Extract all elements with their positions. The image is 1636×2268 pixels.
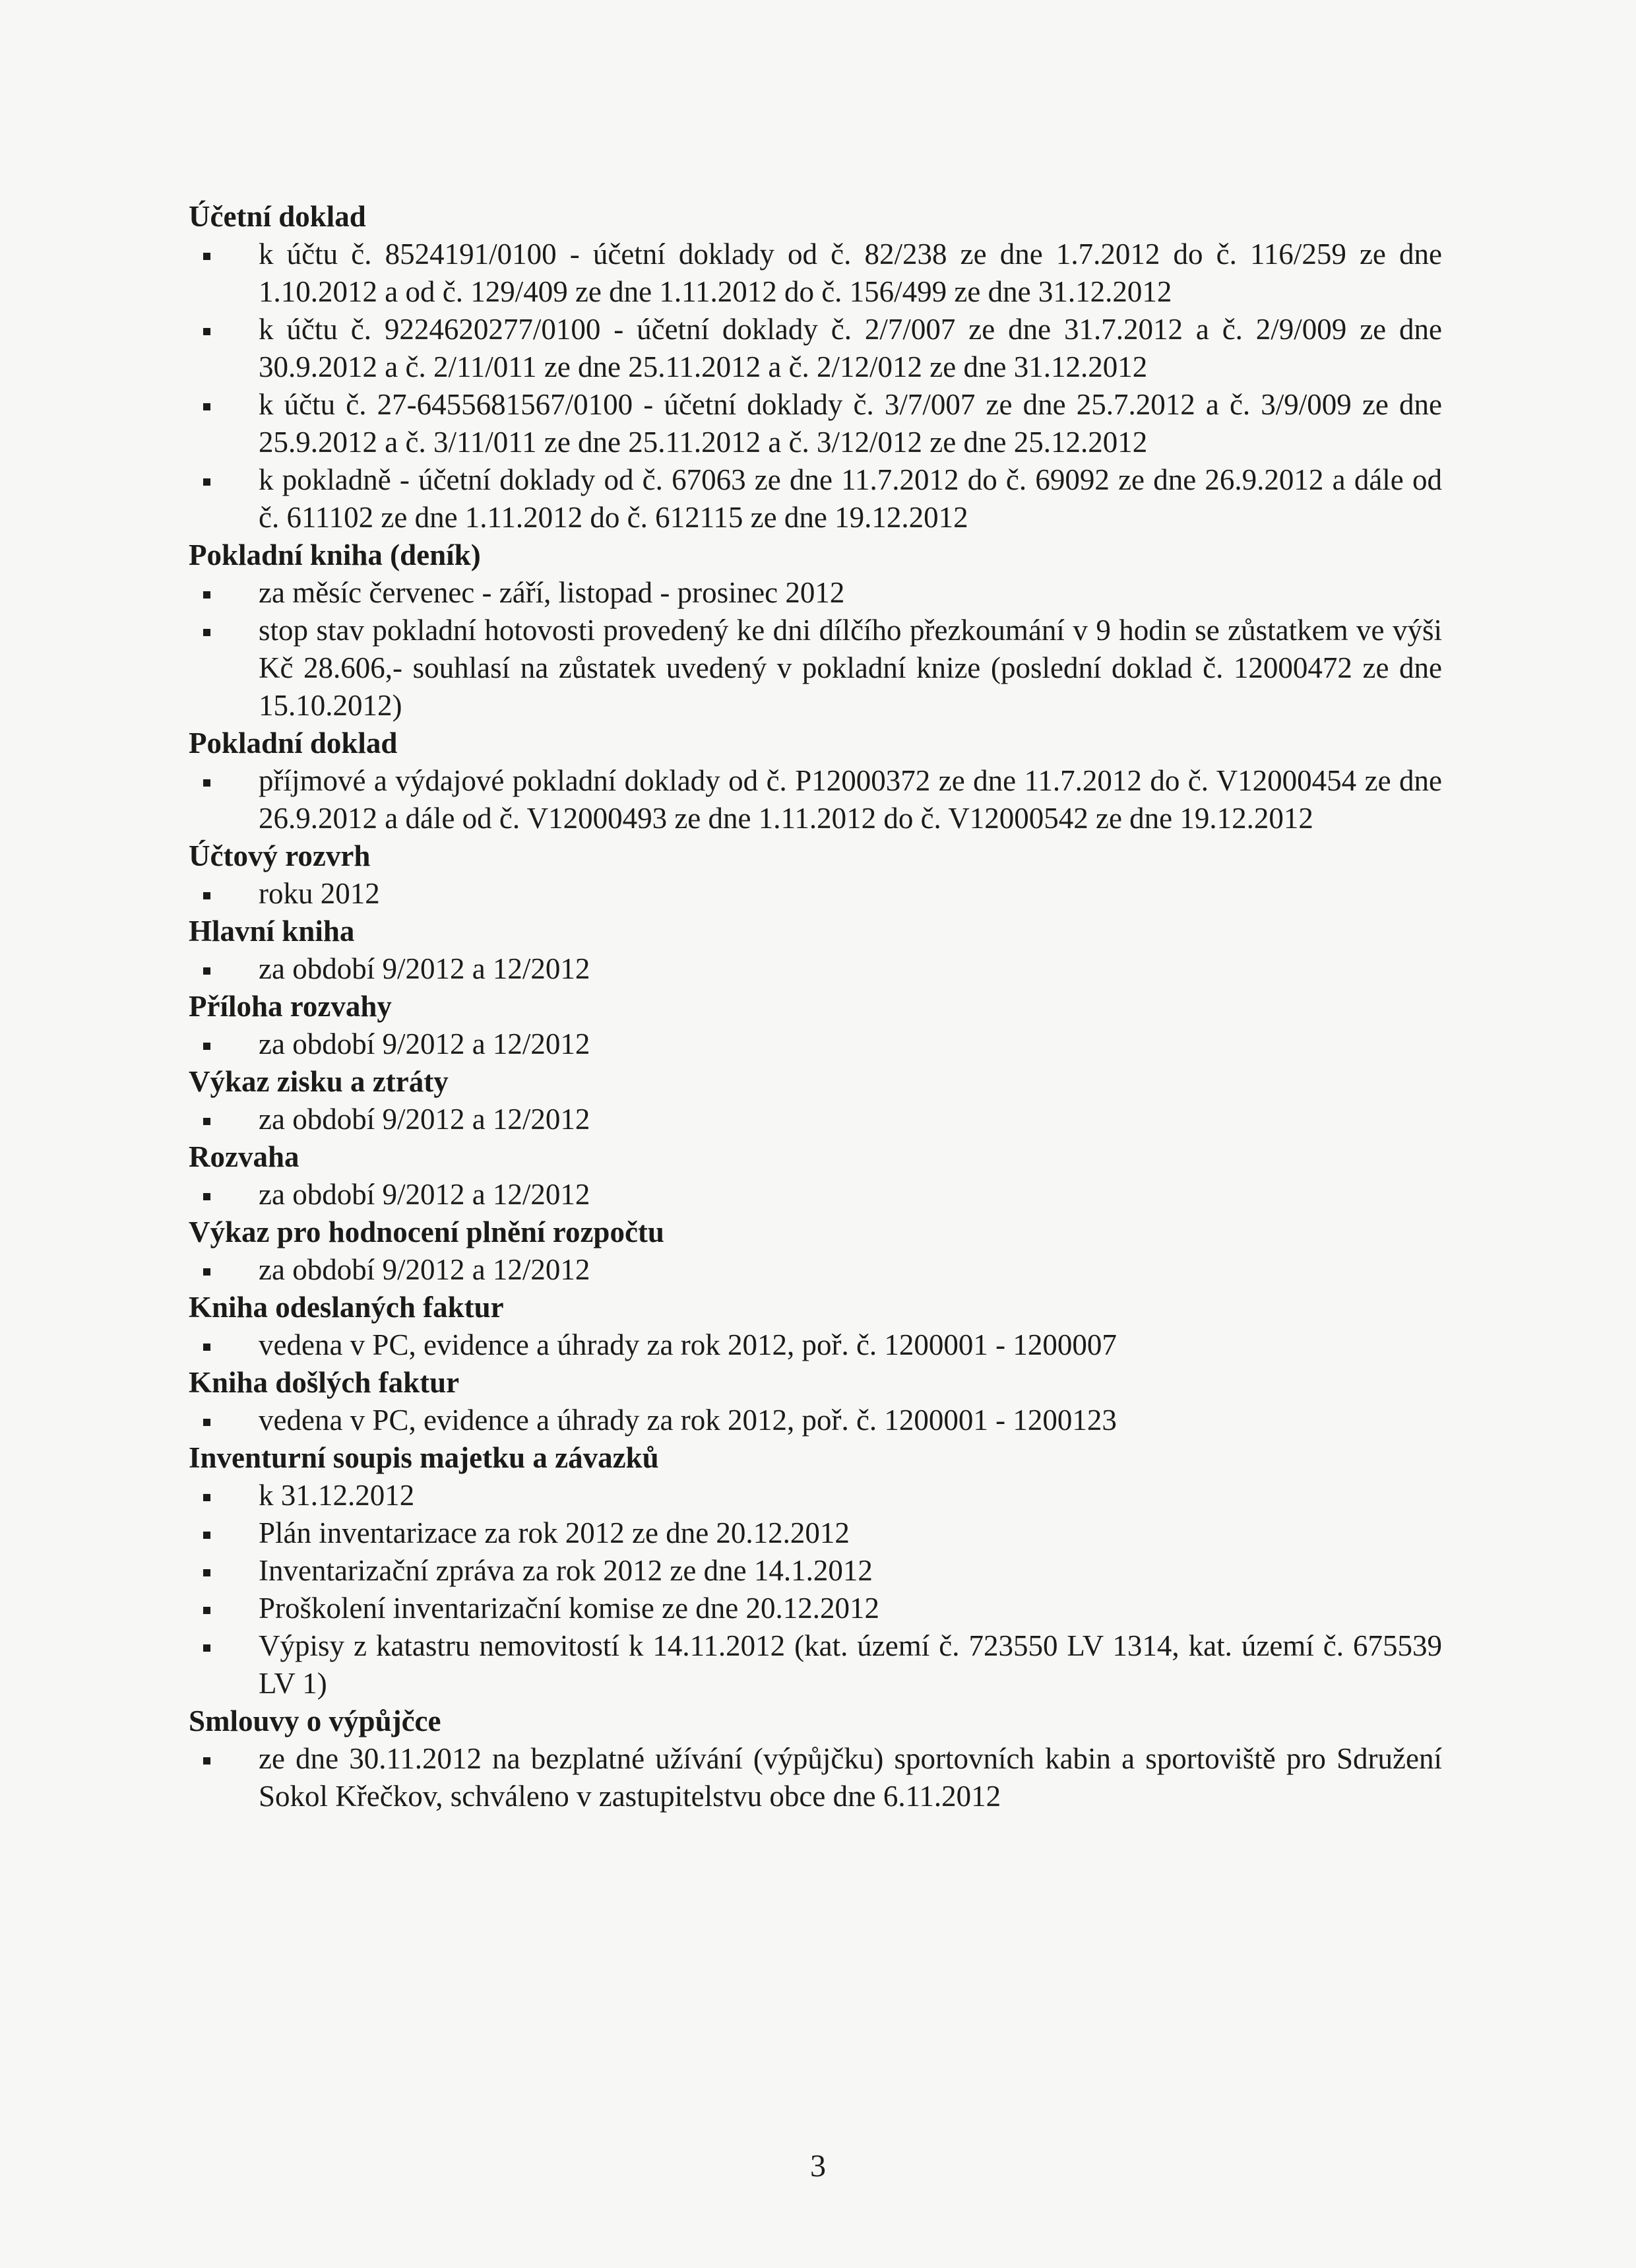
list-item: Inventarizační zpráva za rok 2012 ze dne 14.1.2012	[189, 1552, 1442, 1590]
list-item: Proškolení inventarizační komise ze dne 20.12.2012	[189, 1590, 1442, 1627]
bullet-list	[189, 1176, 1442, 1214]
section-hlavni-kniha	[189, 913, 1442, 988]
section-pokladni-kniha	[189, 536, 1442, 725]
section-heading: Příloha rozvahy	[189, 990, 392, 1023]
list-item: roku 2012	[189, 875, 1442, 913]
section-heading: Kniha došlých faktur	[189, 1366, 460, 1399]
list-item: k účtu č. 8524191/0100 - účetní doklady od č. 82/238 ze dne 1.7.2012 do č. 116/259 ze dne 1.10.2012 a od č. 129/409 ze dne 1.11.2012 do č. 156/499 ze dne 31.12.2012	[189, 236, 1442, 311]
bullet-list	[189, 1740, 1442, 1815]
section-heading: Inventurní soupis majetku a závazků	[189, 1441, 659, 1474]
list-item: k účtu č. 27-6455681567/0100 - účetní doklady č. 3/7/007 ze dne 25.7.2012 a č. 3/9/009 ze dne 25.9.2012 a č. 3/11/011 ze dne 25.11.2012 a č. 3/12/012 ze dne 25.12.2012	[189, 386, 1442, 461]
section-heading: Pokladní doklad	[189, 727, 398, 760]
section-heading: Smlouvy o výpůjčce	[189, 1704, 441, 1737]
bullet-list	[189, 1025, 1442, 1063]
section-heading: Rozvaha	[189, 1140, 299, 1173]
list-item: Plán inventarizace za rok 2012 ze dne 20.12.2012	[189, 1514, 1442, 1552]
section-heading: Účetní doklad	[189, 200, 366, 233]
list-item: k účtu č. 9224620277/0100 - účetní doklady č. 2/7/007 ze dne 31.7.2012 a č. 2/9/009 ze dne 30.9.2012 a č. 2/11/011 ze dne 25.11.2012 a č. 2/12/012 ze dne 31.12.2012	[189, 311, 1442, 386]
bullet-list	[189, 574, 1442, 725]
section-ucetni-doklad	[189, 198, 1442, 536]
bullet-list	[189, 1251, 1442, 1289]
bullet-list	[189, 1101, 1442, 1138]
list-item: vedena v PC, evidence a úhrady za rok 2012, poř. č. 1200001 - 1200123	[189, 1402, 1442, 1439]
section-kniha-doslych	[189, 1364, 1442, 1439]
section-heading: Účtový rozvrh	[189, 839, 371, 872]
bullet-list	[189, 950, 1442, 988]
list-item: za období 9/2012 a 12/2012	[189, 1025, 1442, 1063]
section-priloha-rozvahy	[189, 988, 1442, 1063]
bullet-list	[189, 762, 1442, 837]
section-vykaz-rozpoctu	[189, 1214, 1442, 1289]
section-kniha-odeslanych	[189, 1289, 1442, 1364]
list-item: k pokladně - účetní doklady od č. 67063 ze dne 11.7.2012 do č. 69092 ze dne 26.9.2012 a dále od č. 611102 ze dne 1.11.2012 do č. 612115 ze dne 19.12.2012	[189, 461, 1442, 536]
list-item: k 31.12.2012	[189, 1477, 1442, 1514]
list-item: Výpisy z katastru nemovitostí k 14.11.2012 (kat. území č. 723550 LV 1314, kat. území č. 675539 LV 1)	[189, 1627, 1442, 1702]
bullet-list	[189, 236, 1442, 536]
page-number: 3	[810, 2149, 826, 2184]
section-rozvaha	[189, 1138, 1442, 1214]
bullet-list	[189, 875, 1442, 913]
document-body	[189, 198, 1442, 1815]
list-item: za období 9/2012 a 12/2012	[189, 1101, 1442, 1138]
section-inventurni-soupis	[189, 1439, 1442, 1702]
bullet-list	[189, 1477, 1442, 1702]
section-heading: Kniha odeslaných faktur	[189, 1291, 504, 1324]
section-smlouvy-vypujcce	[189, 1702, 1442, 1815]
list-item: za období 9/2012 a 12/2012	[189, 1176, 1442, 1214]
section-vykaz-zisku	[189, 1063, 1442, 1138]
section-heading: Výkaz pro hodnocení plnění rozpočtu	[189, 1215, 664, 1248]
section-uctovy-rozvrh	[189, 837, 1442, 913]
section-heading: Hlavní kniha	[189, 915, 355, 948]
section-pokladni-doklad	[189, 725, 1442, 837]
bullet-list	[189, 1402, 1442, 1439]
list-item: příjmové a výdajové pokladní doklady od č. P12000372 ze dne 11.7.2012 do č. V12000454 ze dne 26.9.2012 a dále od č. V12000493 ze dne 1.11.2012 do č. V12000542 ze dne 19.12.2012	[189, 762, 1442, 837]
list-item: za měsíc červenec - září, listopad - prosinec 2012	[189, 574, 1442, 612]
list-item: vedena v PC, evidence a úhrady za rok 2012, poř. č. 1200001 - 1200007	[189, 1326, 1442, 1364]
list-item: ze dne 30.11.2012 na bezplatné užívání (výpůjčku) sportovních kabin a sportoviště pro Sdružení Sokol Křečkov, schváleno v zastupitelstvu obce dne 6.11.2012	[189, 1740, 1442, 1815]
section-heading: Pokladní kniha (deník)	[189, 538, 481, 571]
list-item: za období 9/2012 a 12/2012	[189, 1251, 1442, 1289]
list-item: za období 9/2012 a 12/2012	[189, 950, 1442, 988]
bullet-list	[189, 1326, 1442, 1364]
list-item: stop stav pokladní hotovosti provedený ke dni dílčího přezkoumání v 9 hodin se zůstatkem ve výši Kč 28.606,- souhlasí na zůstatek uvedený v pokladní knize (poslední doklad č. 12000472 ze dne 15.10.2012)	[189, 612, 1442, 725]
section-heading: Výkaz zisku a ztráty	[189, 1065, 449, 1098]
